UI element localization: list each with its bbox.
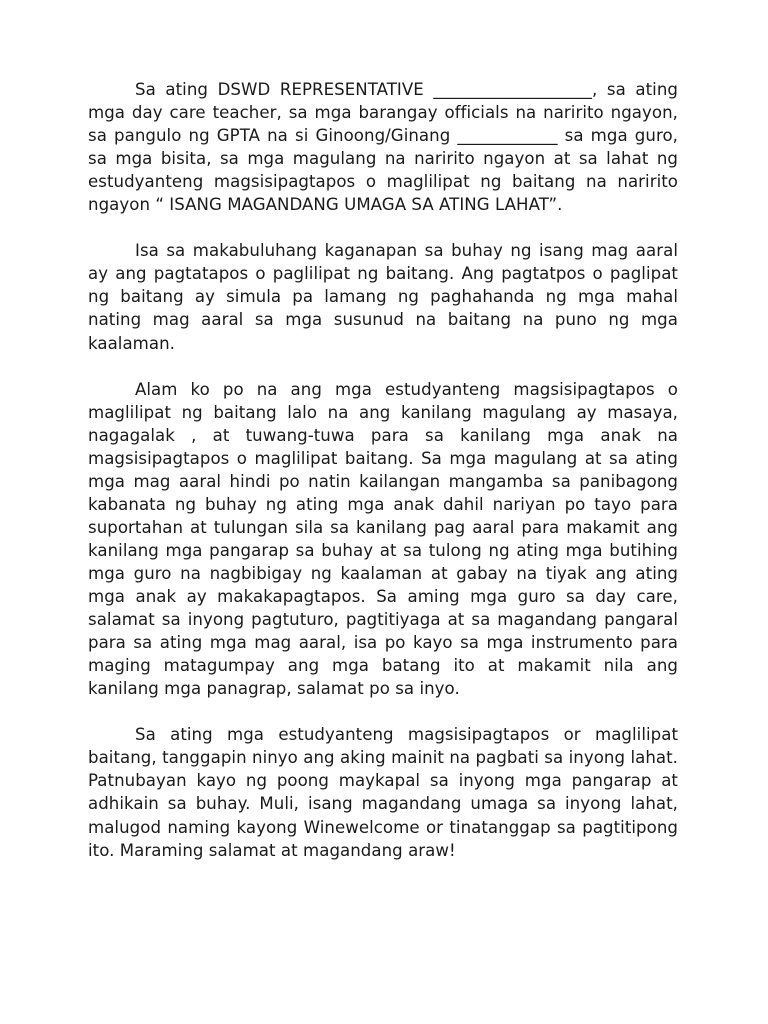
- speech-body: [88, 78, 678, 885]
- paragraph-greeting: Sa ating DSWD REPRESENTATIVE ___________________, sa ating mga day care teacher, sa mga barangay officials na naririto ngayon, sa pangulo ng GPTA na si Ginoong/Ginang ____________ sa mga guro, sa mga bisita, sa mga magulang na naririto ngayon at sa lahat ng estudyanteng magsisipagtapos o maglilipat ng baitang na naririto ngayon “ ISANG MAGANDANG UMAGA SA ATING LAHAT”.: [88, 80, 678, 215]
- paragraph-significance: Isa sa makabuluhang kaganapan sa buhay ng isang mag aaral ay ang pagtatapos o paglilipat ng baitang. Ang pagtatpos o paglipat ng baitang ay simula pa lamang ng paghahanda ng mga mahal nating mag aaral sa mga susunud na baitang na puno ng mga kaalaman.: [88, 241, 678, 353]
- paragraph-message-to-parents-and-teachers: Alam ko po na ang mga estudyanteng magsisipagtapos o maglilipat ng baitang lalo na ang kanilang magulang ay masaya, nagagalak , at tuwang-tuwa para sa kanilang mga anak na magsisipagtapos o maglilipat baitang. Sa mga magulang at sa ating mga mag aaral hindi po natin kailangan mangamba sa panibagong kabanata ng buhay ng ating mga anak dahil nariyan po tayo para suportahan at tulungan sila sa kanilang pag aaral para makamit ang kanilang mga pangarap sa buhay at sa tulong ng ating mga butihing mga guro na nagbibigay ng kaalaman at gabay na tiyak ang ating mga anak ay makakapagtapos. Sa aming mga guro sa day care, salamat sa inyong pagtuturo, pagtitiyaga at sa magandang pangaral para sa ating mga mag aaral, isa po kayo sa mga instrumento para maging matagumpay ang mga batang ito at makamit nila ang kanilang mga panagrap, salamat po sa inyo.: [88, 379, 678, 699]
- paragraph-closing: Sa ating mga estudyanteng magsisipagtapos or maglilipat baitang, tanggapin ninyo ang aking mainit na pagbati sa inyong lahat. Patnubayan kayo ng poong maykapal sa inyong mga pangarap at adhikain sa buhay. Muli, isang magandang umaga sa inyong lahat, malugod naming kayong Winewelcome or tinatanggap sa pagtitipong ito. Maraming salamat at magandang araw!: [88, 725, 678, 860]
